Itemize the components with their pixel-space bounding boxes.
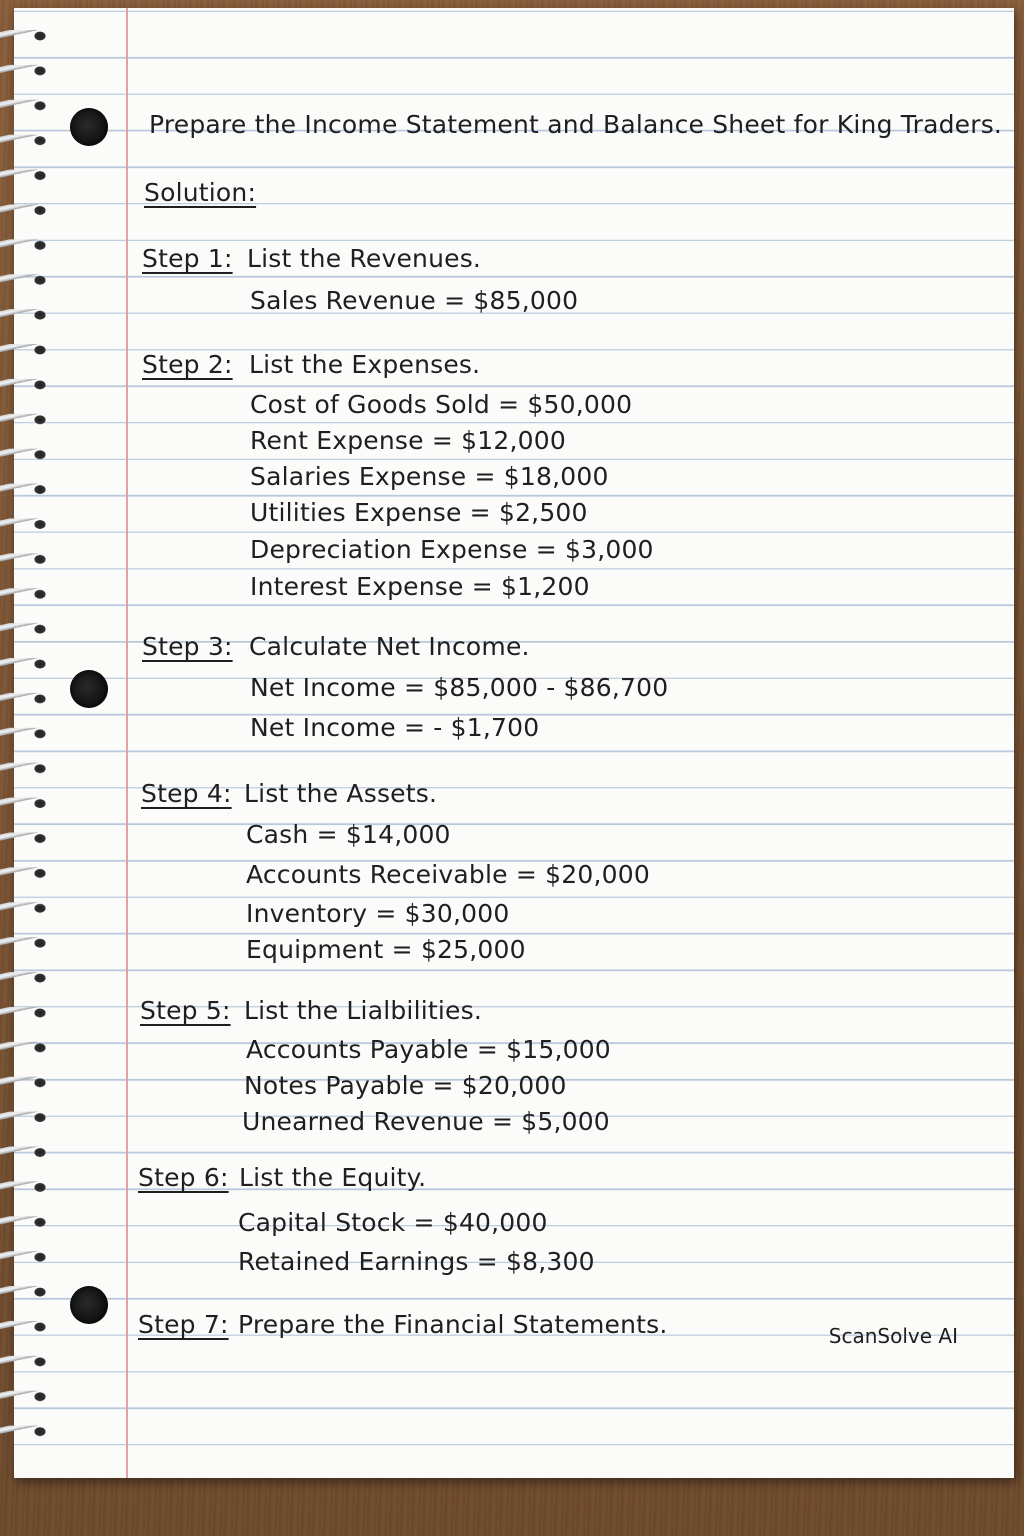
step-2-label: Step 2:	[142, 350, 233, 379]
step-5-line: Unearned Revenue = $5,000	[242, 1107, 610, 1136]
step-5-text: List the Lialbilities.	[244, 996, 482, 1025]
step-3-line: Net Income = $85,000 - $86,700	[250, 673, 669, 702]
step-4-line: Cash = $14,000	[246, 820, 451, 849]
step-5-label: Step 5:	[140, 996, 231, 1025]
step-2-line: Interest Expense = $1,200	[250, 572, 590, 601]
step-6-text: List the Equity.	[239, 1163, 427, 1192]
binder-hole-middle	[70, 670, 108, 708]
step-1-label: Step 1:	[142, 244, 233, 273]
step-4-line: Inventory = $30,000	[246, 899, 510, 928]
step-6-line: Capital Stock = $40,000	[238, 1208, 548, 1237]
step-4-text: List the Assets.	[244, 779, 438, 808]
step-2-text: List the Expenses.	[249, 350, 481, 379]
step-1-line: Sales Revenue = $85,000	[250, 286, 579, 315]
problem-title: Prepare the Income Statement and Balance Sheet for King Traders.	[149, 110, 1003, 139]
step-6-label: Step 6:	[138, 1163, 229, 1192]
step-7-text: Prepare the Financial Statements.	[238, 1310, 668, 1339]
step-3-line: Net Income = - $1,700	[250, 713, 540, 742]
watermark: ScanSolve AI	[828, 1324, 958, 1348]
step-6-line: Retained Earnings = $8,300	[238, 1247, 595, 1276]
step-4-label: Step 4:	[141, 779, 232, 808]
step-4-line: Accounts Receivable = $20,000	[246, 860, 650, 889]
step-2-line: Utilities Expense = $2,500	[250, 498, 588, 527]
step-2-line: Cost of Goods Sold = $50,000	[250, 390, 633, 419]
step-4-line: Equipment = $25,000	[246, 935, 526, 964]
binder-hole-top	[70, 108, 108, 146]
margin-line	[126, 8, 128, 1478]
solution-heading: Solution:	[144, 178, 257, 207]
step-3-text: Calculate Net Income.	[249, 632, 530, 661]
step-3-label: Step 3:	[142, 632, 233, 661]
step-7-label: Step 7:	[138, 1310, 229, 1339]
step-2-line: Salaries Expense = $18,000	[250, 462, 609, 491]
step-2-line: Depreciation Expense = $3,000	[250, 535, 654, 564]
step-5-line: Accounts Payable = $15,000	[246, 1035, 611, 1064]
spiral-binding	[0, 30, 56, 1460]
notebook-page	[14, 8, 1014, 1478]
step-2-line: Rent Expense = $12,000	[250, 426, 566, 455]
binder-hole-bottom	[70, 1286, 108, 1324]
step-5-line: Notes Payable = $20,000	[244, 1071, 567, 1100]
step-1-text: List the Revenues.	[247, 244, 482, 273]
